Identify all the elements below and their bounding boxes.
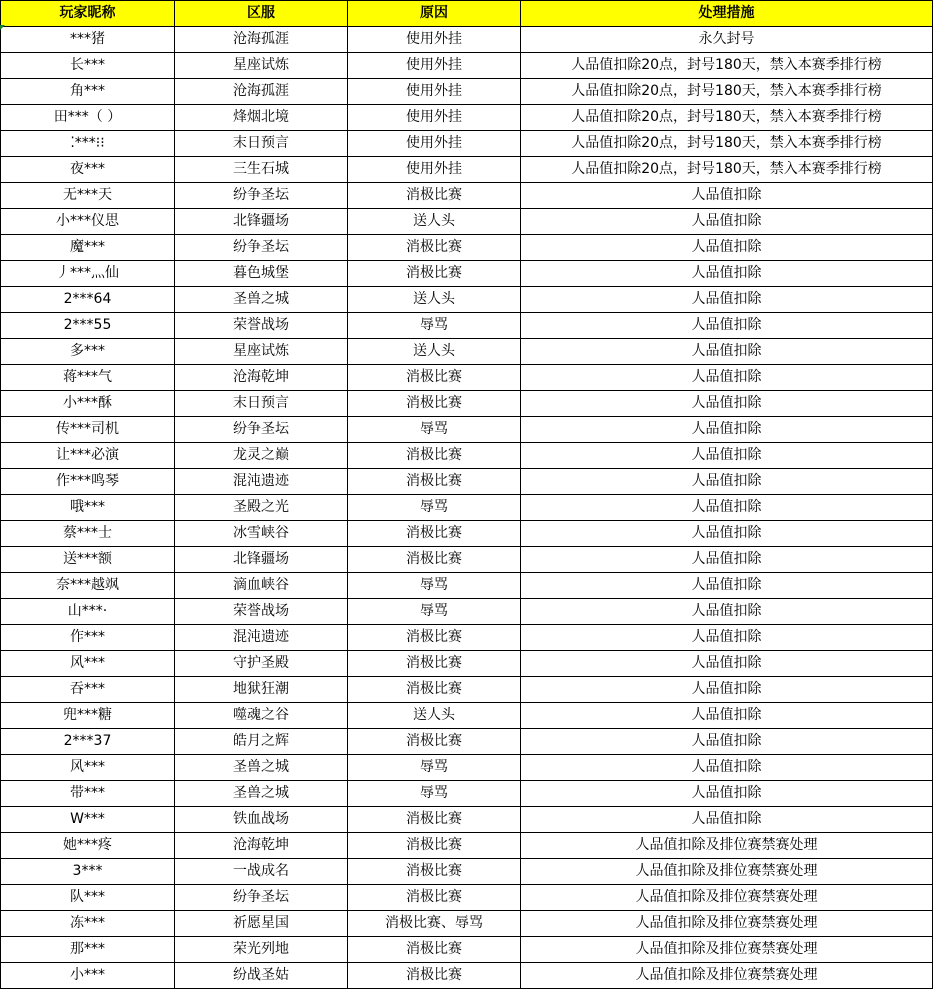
nickname-cell[interactable]: 送***额 [1, 547, 175, 573]
nickname-cell[interactable]: 吞*** [1, 677, 175, 703]
table-row [1, 339, 933, 365]
server-cell[interactable]: 铁血战场 [175, 807, 348, 833]
server-cell[interactable]: 沧海乾坤 [175, 833, 348, 859]
action-cell[interactable]: 永久封号 [521, 27, 933, 53]
table-row [1, 937, 933, 963]
server-cell[interactable]: 祈愿星国 [175, 911, 348, 937]
nickname-cell[interactable]: 多*** [1, 339, 175, 365]
table-row [1, 495, 933, 521]
nickname-cell[interactable]: 小***仪思 [1, 209, 175, 235]
reason-cell[interactable]: 消极比赛 [348, 183, 521, 209]
table-row [1, 417, 933, 443]
cell-corner-marker [0, 25, 5, 30]
table-row [1, 105, 933, 131]
nickname-cell[interactable]: 作*** [1, 625, 175, 651]
action-cell[interactable]: 人品值扣除 [521, 755, 933, 781]
nickname-cell[interactable]: 魔*** [1, 235, 175, 261]
server-cell[interactable]: 守护圣殿 [175, 651, 348, 677]
action-cell[interactable]: 人品值扣除及排位赛禁赛处理 [521, 859, 933, 885]
header-action[interactable]: 处理措施 [521, 1, 933, 27]
server-cell[interactable]: 末日预言 [175, 131, 348, 157]
server-cell[interactable]: 纷争圣坛 [175, 183, 348, 209]
reason-cell[interactable]: 消极比赛、辱骂 [348, 911, 521, 937]
reason-cell[interactable]: 辱骂 [348, 313, 521, 339]
action-cell[interactable]: 人品值扣除 [521, 547, 933, 573]
server-cell[interactable]: 末日预言 [175, 391, 348, 417]
reason-cell[interactable]: 使用外挂 [348, 53, 521, 79]
action-cell[interactable]: 人品值扣除 [521, 443, 933, 469]
server-cell[interactable]: 滴血峡谷 [175, 573, 348, 599]
server-cell[interactable]: 纷争圣坛 [175, 235, 348, 261]
header-nickname[interactable]: 玩家昵称 [1, 1, 175, 27]
action-cell[interactable]: 人品值扣除 [521, 573, 933, 599]
table-row [1, 365, 933, 391]
nickname-cell[interactable]: 山***· [1, 599, 175, 625]
action-cell[interactable]: 人品值扣除及排位赛禁赛处理 [521, 833, 933, 859]
table-row [1, 131, 933, 157]
action-cell[interactable]: 人品值扣除 [521, 677, 933, 703]
reason-cell[interactable]: 送人头 [348, 703, 521, 729]
nickname-cell[interactable]: 风*** [1, 755, 175, 781]
header-row [1, 1, 933, 27]
nickname-cell[interactable]: 小***酥 [1, 391, 175, 417]
action-cell[interactable]: 人品值扣除及排位赛禁赛处理 [521, 937, 933, 963]
action-cell[interactable]: 人品值扣除20点，封号180天，禁入本赛季排行榜 [521, 157, 933, 183]
reason-cell[interactable]: 消极比赛 [348, 833, 521, 859]
reason-cell[interactable]: 消极比赛 [348, 729, 521, 755]
table-row [1, 859, 933, 885]
table-row [1, 885, 933, 911]
reason-cell[interactable]: 使用外挂 [348, 27, 521, 53]
action-cell[interactable]: 人品值扣除 [521, 339, 933, 365]
reason-cell[interactable]: 消极比赛 [348, 365, 521, 391]
reason-cell[interactable]: 辱骂 [348, 755, 521, 781]
nickname-cell[interactable]: W*** [1, 807, 175, 833]
table-row [1, 391, 933, 417]
nickname-cell[interactable]: 3*** [1, 859, 175, 885]
table-row [1, 313, 933, 339]
server-cell[interactable]: 圣兽之城 [175, 781, 348, 807]
header-server[interactable]: 区服 [175, 1, 348, 27]
header-reason[interactable]: 原因 [348, 1, 521, 27]
nickname-cell[interactable]: 田***（ ） [1, 105, 175, 131]
table-row [1, 651, 933, 677]
table-row [1, 599, 933, 625]
reason-cell[interactable]: 辱骂 [348, 781, 521, 807]
server-cell[interactable]: 噬魂之谷 [175, 703, 348, 729]
reason-cell[interactable]: 辱骂 [348, 495, 521, 521]
table-row [1, 755, 933, 781]
server-cell[interactable]: 一战成名 [175, 859, 348, 885]
table-row [1, 209, 933, 235]
server-cell[interactable]: 圣殿之光 [175, 495, 348, 521]
action-cell[interactable]: 人品值扣除20点，封号180天，禁入本赛季排行榜 [521, 79, 933, 105]
table-row [1, 79, 933, 105]
reason-cell[interactable]: 送人头 [348, 287, 521, 313]
server-cell[interactable]: 荣光列地 [175, 937, 348, 963]
action-cell[interactable]: 人品值扣除20点，封号180天，禁入本赛季排行榜 [521, 105, 933, 131]
server-cell[interactable]: 烽烟北境 [175, 105, 348, 131]
nickname-cell[interactable]: 小*** [1, 963, 175, 989]
table-row [1, 573, 933, 599]
reason-cell[interactable]: 消极比赛 [348, 469, 521, 495]
nickname-cell[interactable]: 长*** [1, 53, 175, 79]
table-row [1, 729, 933, 755]
table-row [1, 703, 933, 729]
table-row [1, 27, 933, 53]
nickname-cell[interactable]: 蒋***气 [1, 365, 175, 391]
server-cell[interactable]: 三生石城 [175, 157, 348, 183]
action-cell[interactable]: 人品值扣除 [521, 469, 933, 495]
reason-cell[interactable]: 消极比赛 [348, 625, 521, 651]
server-cell[interactable]: 混沌遗迹 [175, 469, 348, 495]
action-cell[interactable]: 人品值扣除 [521, 287, 933, 313]
nickname-cell[interactable]: 奈***越飒 [1, 573, 175, 599]
reason-cell[interactable]: 辱骂 [348, 599, 521, 625]
table-row [1, 53, 933, 79]
server-cell[interactable]: 北锋疆场 [175, 209, 348, 235]
reason-cell[interactable]: 消极比赛 [348, 885, 521, 911]
server-cell[interactable]: 圣兽之城 [175, 287, 348, 313]
server-cell[interactable]: 星座试炼 [175, 339, 348, 365]
nickname-cell[interactable]: 哦*** [1, 495, 175, 521]
reason-cell[interactable]: 消极比赛 [348, 807, 521, 833]
action-cell[interactable]: 人品值扣除20点，封号180天，禁入本赛季排行榜 [521, 53, 933, 79]
action-cell[interactable]: 人品值扣除 [521, 521, 933, 547]
table-body [1, 27, 933, 989]
server-cell[interactable]: 荣誉战场 [175, 313, 348, 339]
reason-cell[interactable]: 消极比赛 [348, 547, 521, 573]
action-cell[interactable]: 人品值扣除 [521, 729, 933, 755]
action-cell[interactable]: 人品值扣除 [521, 781, 933, 807]
reason-cell[interactable]: 使用外挂 [348, 131, 521, 157]
server-cell[interactable]: 圣兽之城 [175, 755, 348, 781]
table-row [1, 677, 933, 703]
server-cell[interactable]: 荣誉战场 [175, 599, 348, 625]
action-cell[interactable]: 人品值扣除及排位赛禁赛处理 [521, 911, 933, 937]
nickname-cell[interactable]: 作***鸣琴 [1, 469, 175, 495]
table-header [1, 1, 933, 27]
server-cell[interactable]: 冰雪峡谷 [175, 521, 348, 547]
server-cell[interactable]: 皓月之辉 [175, 729, 348, 755]
action-cell[interactable]: 人品值扣除 [521, 183, 933, 209]
nickname-cell[interactable]: 兜***糖 [1, 703, 175, 729]
action-cell[interactable]: 人品值扣除 [521, 703, 933, 729]
server-cell[interactable]: 地狱狂潮 [175, 677, 348, 703]
nickname-cell[interactable]: 蔡***士 [1, 521, 175, 547]
table-row [1, 807, 933, 833]
nickname-cell[interactable]: 带*** [1, 781, 175, 807]
reason-cell[interactable]: 辱骂 [348, 573, 521, 599]
table-row [1, 963, 933, 989]
reason-cell[interactable]: 使用外挂 [348, 79, 521, 105]
nickname-cell[interactable]: 无***天 [1, 183, 175, 209]
action-cell[interactable]: 人品值扣除 [521, 209, 933, 235]
table-row [1, 521, 933, 547]
nickname-cell[interactable]: ***猪 [1, 27, 175, 53]
action-cell[interactable]: 人品值扣除 [521, 625, 933, 651]
nickname-cell[interactable]: 让***必演 [1, 443, 175, 469]
table-row [1, 547, 933, 573]
reason-cell[interactable]: 消极比赛 [348, 963, 521, 989]
action-cell[interactable]: 人品值扣除 [521, 651, 933, 677]
action-cell[interactable]: 人品值扣除及排位赛禁赛处理 [521, 885, 933, 911]
server-cell[interactable]: 北锋疆场 [175, 547, 348, 573]
table-row [1, 261, 933, 287]
nickname-cell[interactable]: 那*** [1, 937, 175, 963]
nickname-cell[interactable]: 风*** [1, 651, 175, 677]
server-cell[interactable]: 沧海乾坤 [175, 365, 348, 391]
reason-cell[interactable]: 辱骂 [348, 417, 521, 443]
reason-cell[interactable]: 消极比赛 [348, 443, 521, 469]
reason-cell[interactable]: 消极比赛 [348, 859, 521, 885]
action-cell[interactable]: 人品值扣除 [521, 261, 933, 287]
reason-cell[interactable]: 送人头 [348, 339, 521, 365]
nickname-cell[interactable]: 夜*** [1, 157, 175, 183]
table-row [1, 443, 933, 469]
action-cell[interactable]: 人品值扣除 [521, 391, 933, 417]
nickname-cell[interactable]: 传***司机 [1, 417, 175, 443]
server-cell[interactable]: 纷战圣姑 [175, 963, 348, 989]
nickname-cell[interactable]: 丿***灬仙 [1, 261, 175, 287]
reason-cell[interactable]: 消极比赛 [348, 391, 521, 417]
table-row [1, 469, 933, 495]
server-cell[interactable]: 纷争圣坛 [175, 885, 348, 911]
reason-cell[interactable]: 使用外挂 [348, 105, 521, 131]
reason-cell[interactable]: 消极比赛 [348, 521, 521, 547]
server-cell[interactable]: 混沌遗迹 [175, 625, 348, 651]
action-cell[interactable]: 人品值扣除及排位赛禁赛处理 [521, 963, 933, 989]
action-cell[interactable]: 人品值扣除 [521, 807, 933, 833]
reason-cell[interactable]: 消极比赛 [348, 235, 521, 261]
table-row [1, 911, 933, 937]
server-cell[interactable]: 沧海孤涯 [175, 27, 348, 53]
nickname-cell[interactable]: 角*** [1, 79, 175, 105]
reason-cell[interactable]: 使用外挂 [348, 157, 521, 183]
server-cell[interactable]: 暮色城堡 [175, 261, 348, 287]
action-cell[interactable]: 人品值扣除 [521, 417, 933, 443]
table-row [1, 235, 933, 261]
nickname-cell[interactable]: 2***37 [1, 729, 175, 755]
nickname-cell[interactable]: 冻*** [1, 911, 175, 937]
nickname-cell[interactable]: 她***疼 [1, 833, 175, 859]
table-row [1, 183, 933, 209]
server-cell[interactable]: 沧海孤涯 [175, 79, 348, 105]
server-cell[interactable]: 星座试炼 [175, 53, 348, 79]
action-cell[interactable]: 人品值扣除 [521, 495, 933, 521]
table-row [1, 625, 933, 651]
nickname-cell[interactable]: 2***64 [1, 287, 175, 313]
action-cell[interactable]: 人品值扣除 [521, 313, 933, 339]
table-row [1, 157, 933, 183]
server-cell[interactable]: 龙灵之巅 [175, 443, 348, 469]
action-cell[interactable]: 人品值扣除 [521, 365, 933, 391]
server-cell[interactable]: 纷争圣坛 [175, 417, 348, 443]
nickname-cell[interactable]: ⁚***⁝⁝ [1, 131, 175, 157]
table-row [1, 287, 933, 313]
table-row [1, 833, 933, 859]
nickname-cell[interactable]: 2***55 [1, 313, 175, 339]
reason-cell[interactable]: 消极比赛 [348, 651, 521, 677]
reason-cell[interactable]: 消极比赛 [348, 677, 521, 703]
action-cell[interactable]: 人品值扣除 [521, 235, 933, 261]
action-cell[interactable]: 人品值扣除 [521, 599, 933, 625]
nickname-cell[interactable]: 队*** [1, 885, 175, 911]
reason-cell[interactable]: 消极比赛 [348, 261, 521, 287]
table-row [1, 781, 933, 807]
action-cell[interactable]: 人品值扣除20点，封号180天，禁入本赛季排行榜 [521, 131, 933, 157]
reason-cell[interactable]: 消极比赛 [348, 937, 521, 963]
reason-cell[interactable]: 送人头 [348, 209, 521, 235]
